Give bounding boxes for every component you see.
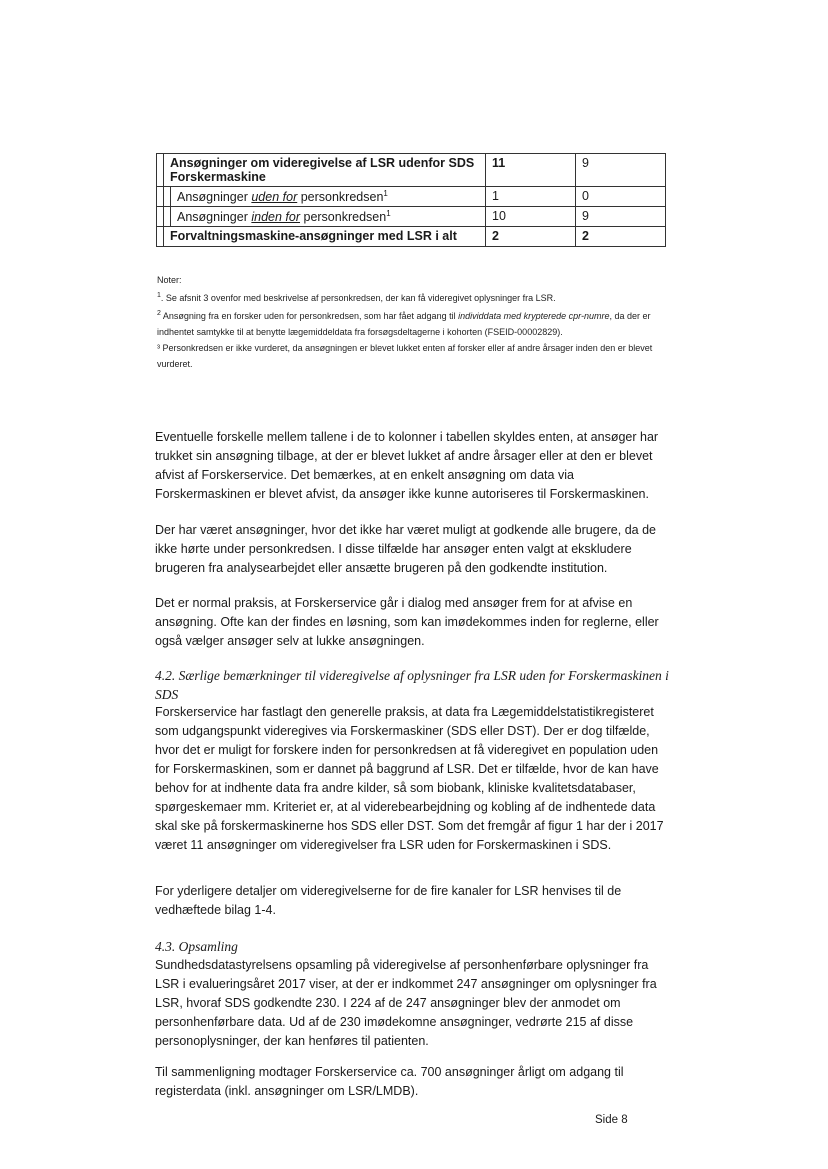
note-2: $^2$ Ansøgning fra en forsker uden for personkredsen, som har fået adgang til individdata med krypterede cpr-numre, da der er indhentet samtykke til at benytte lægemiddeldata fra forsøgsdeltagerne i kohorten (FSEID-00002829). [157, 310, 651, 337]
row-value-1: 2 [486, 227, 576, 247]
section-heading-4-3: 4.3. Opsamling [155, 939, 238, 954]
paragraph: Forskerservice har fastlagt den generelle praksis, at data fra Lægemiddelstatistikregisteret som udgangspunkt videregives via Forskermaskiner (SDS eller DST). Der er dog tilfælde, hvor det er muligt for forskere inden for personkredsen at få videregivet en population uden for Forskermaskinen, som er dannet på baggrund af LSR. Det er tilfælde, hvor de kan have behov for at indhente data fra andre kilder, så som biobank, kliniske kvalitetsdatabaser, spørgeskemaer mm. Kriteriet er, at al viderebearbejdning og kobling af de indhentede data skal ske på forskermaskinerne hos SDS eller DST. Som det fremgår af figur 1 har der i 2017 været 11 ansøgninger om videregivelser fra LSR uden for Forskermaskinen i SDS. [155, 705, 664, 852]
table-row [157, 187, 666, 207]
page-number: Side 8 [595, 1114, 628, 1126]
paragraph: Det er normal praksis, at Forskerservice går i dialog med ansøger frem for at afvise en ansøgning. Ofte kan der findes en løsning, som kan imødekommes inden for reglerne, eller også vælger ansøger selv at lukke ansøgningen. [155, 596, 659, 648]
section-heading-4-2: 4.2. Særlige bemærkninger til videregivelse af oplysninger fra LSR uden for Forskermaskinen i SDS [155, 668, 669, 702]
notes-heading: Noter: [157, 275, 182, 285]
paragraph: Der har været ansøgninger, hvor det ikke har været muligt at godkende alle brugere, da de ikke hørte under personkredsen. I disse tilfælde har ansøger enten valgt at ekskludere brugeren fra analysearbejdet eller ansætte brugeren på den godkendte institution. [155, 523, 656, 575]
table-notes [157, 272, 657, 372]
table-row [157, 227, 666, 247]
note-3: ³ Personkredsen er ikke vurderet, da ansøgningen er blevet lukket enten af forsker eller af andre årsager inden den er blevet vurderet. [157, 343, 653, 369]
paragraph: Til sammenligning modtager Forskerservice ca. 700 ansøgninger årligt om adgang til registerdata (inkl. ansøgninger om LSR/LMDB). [155, 1065, 624, 1098]
table-row [157, 154, 666, 187]
row-value-1: 10 [486, 207, 576, 227]
note-1: $^1$. Se afsnit 3 ovenfor med beskrivelse af personkredsen, der kan få videregivet oplysninger fra LSR. [157, 292, 556, 303]
row-label: Ansøgninger uden for personkredsen$^1$ [171, 187, 486, 207]
paragraph: Sundhedsdatastyrelsens opsamling på videregivelse af personhenførbare oplysninger fra LSR i evalueringsåret 2017 viser, at der er indkommet 247 ansøgninger om oplysninger fra LSR, hvoraf SDS godkendte 230. I 224 af de 247 ansøgninger blev der anmodet om personhenførbare data. Ud af de 230 imødekomne ansøgninger, vedrørte 215 af disse personoplysninger, der kan henføres til patienten. [155, 958, 657, 1048]
paragraph: Eventuelle forskelle mellem tallene i de to kolonner i tabellen skyldes enten, at ansøger har trukket sin ansøgning tilbage, at der er blevet lukket af andre årsager eller at den er blevet afvist af Forskerservice. Det bemærkes, at en enkelt ansøgning om data via Forskermaskinen er blevet afvist, da ansøger ikke kunne autoriseres til Forskermaskinen. [155, 430, 659, 501]
applications-table [156, 153, 666, 247]
paragraph: For yderligere detaljer om videregivelserne for de fire kanaler for LSR henvises til de vedhæftede bilag 1-4. [155, 884, 622, 917]
table-row [157, 207, 666, 227]
row-value-2: 9 [576, 207, 666, 227]
row-value-1: 11 [486, 154, 576, 187]
row-label: Forvaltningsmaskine-ansøgninger med LSR i alt [164, 227, 486, 247]
row-label: Ansøgninger inden for personkredsen$^1$ [171, 207, 486, 227]
row-value-2: 2 [576, 227, 666, 247]
row-value-2: 9 [576, 154, 666, 187]
row-label: Ansøgninger om videregivelse af LSR udenfor SDS Forskermaskine [164, 154, 486, 187]
row-value-2: 0 [576, 187, 666, 207]
row-value-1: 1 [486, 187, 576, 207]
